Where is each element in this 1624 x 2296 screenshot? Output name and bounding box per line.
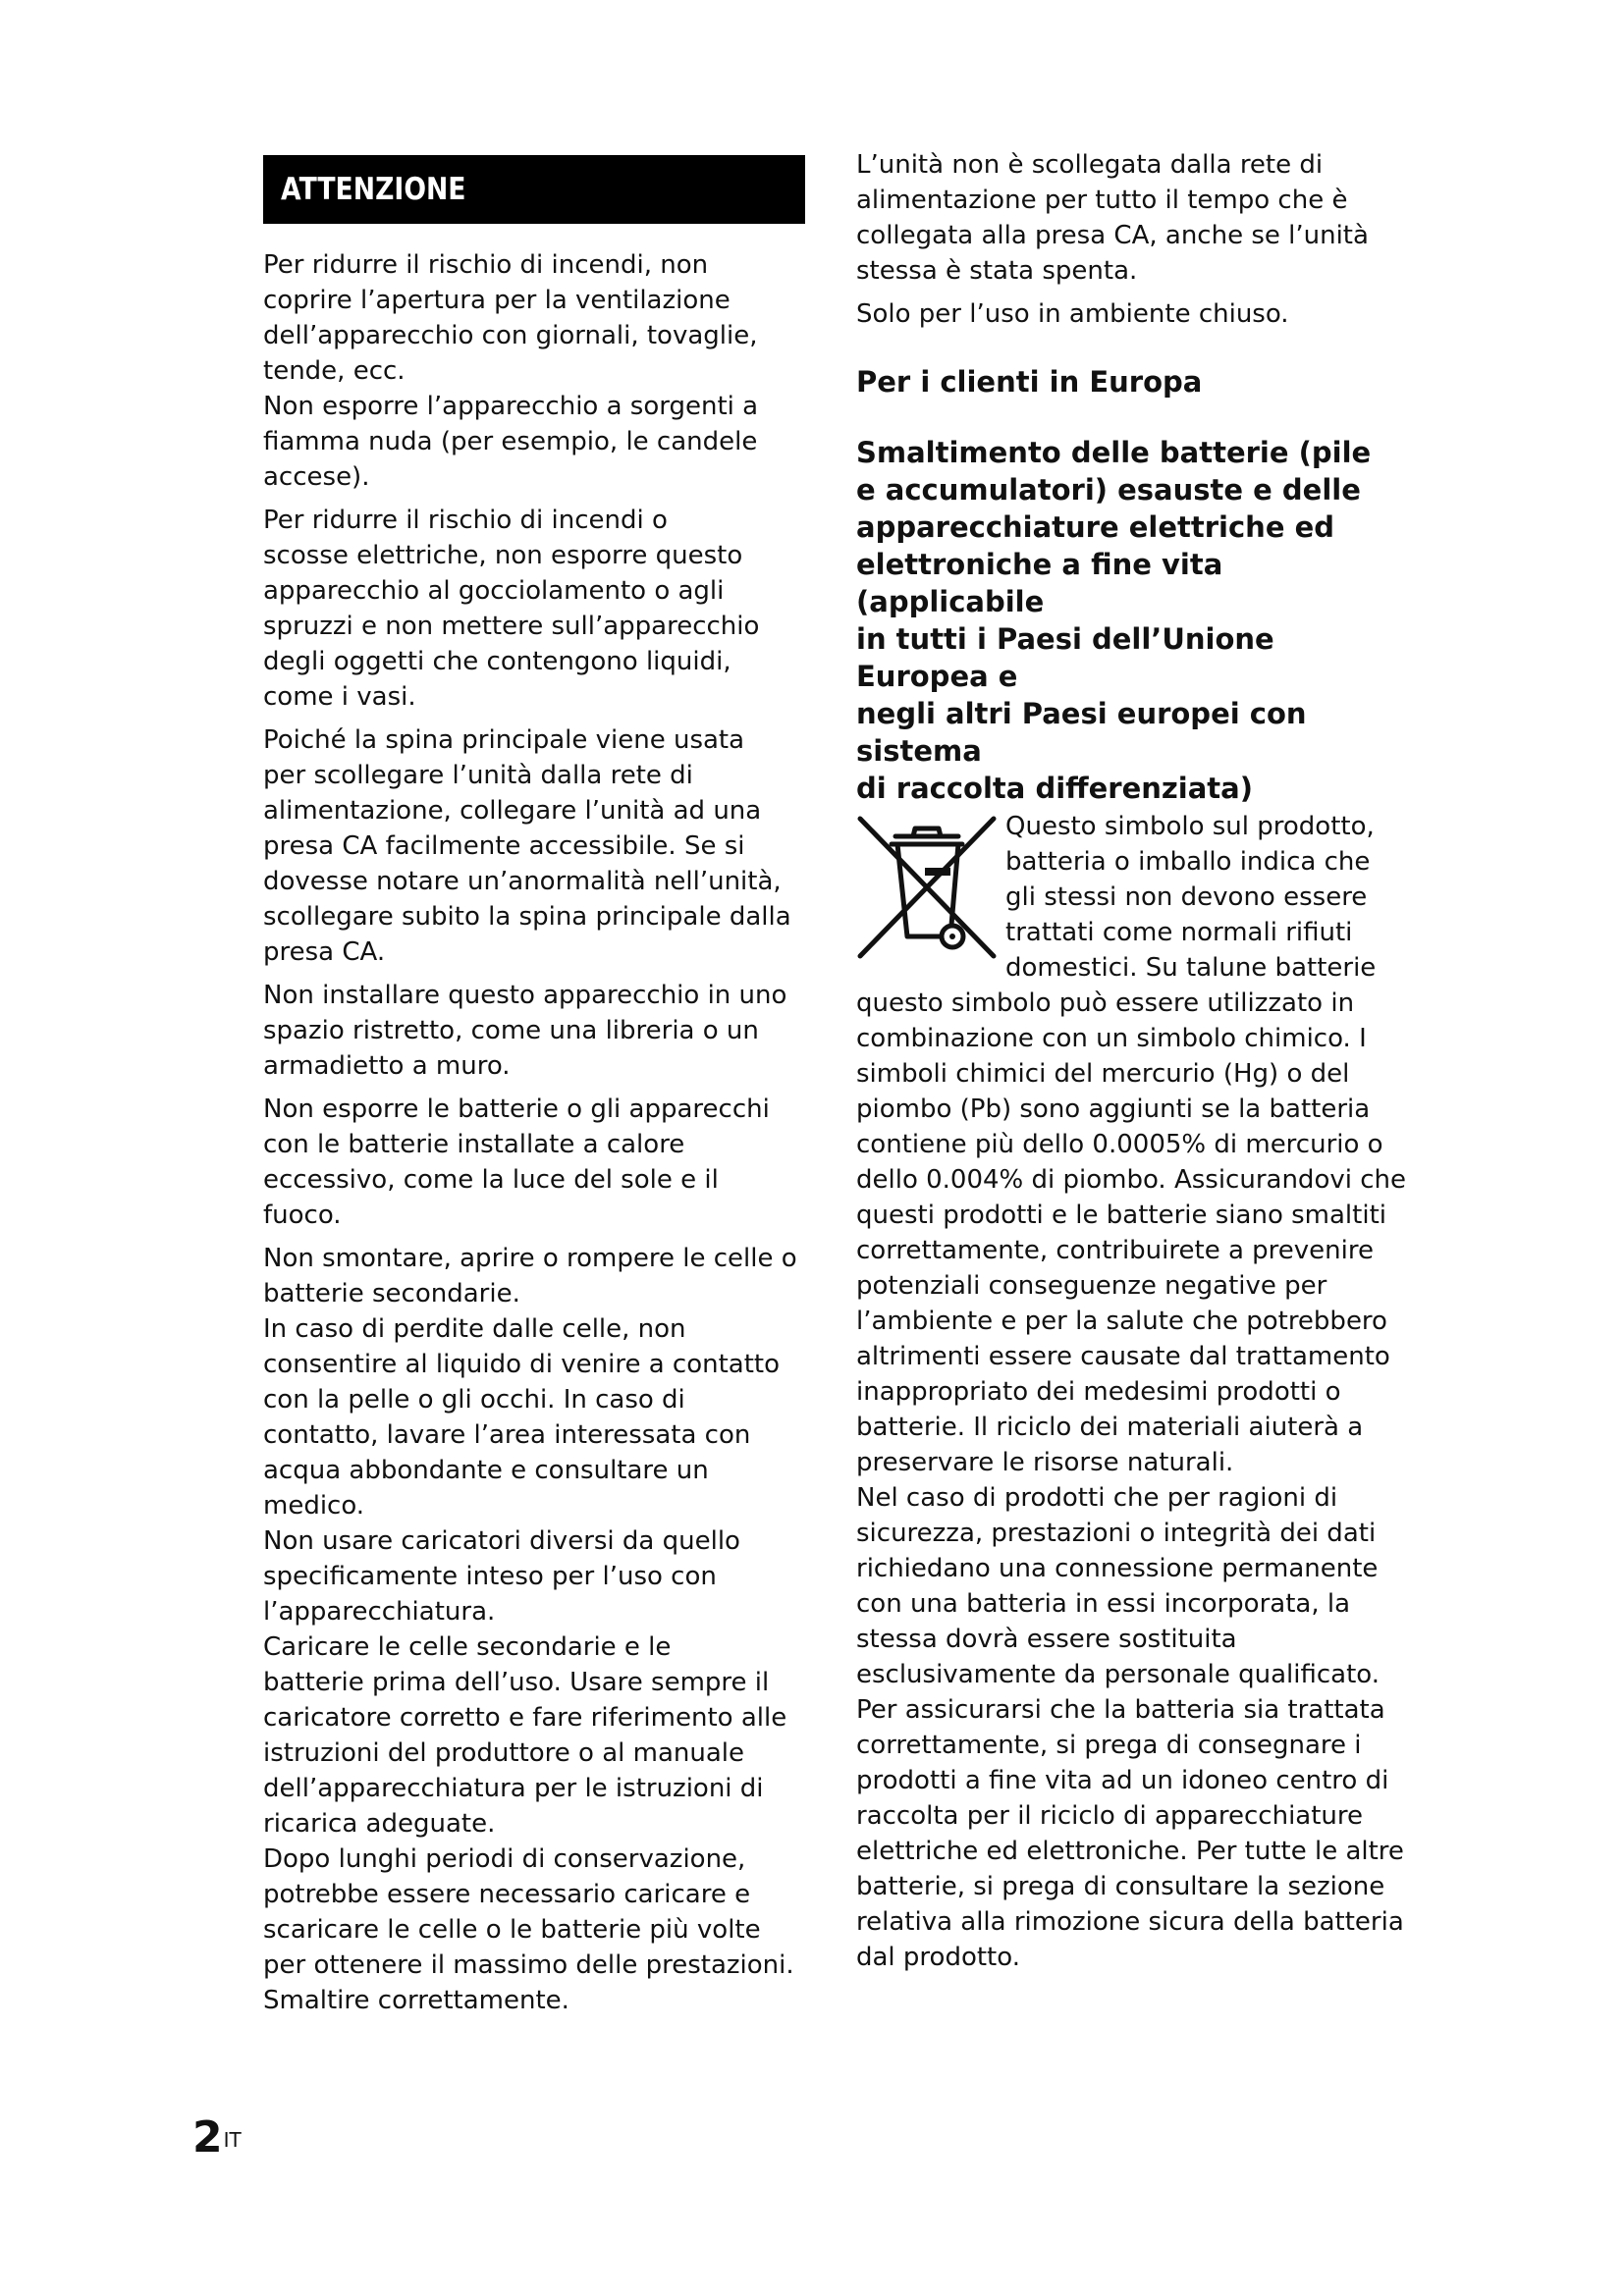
paragraph-indoor-use: Solo per l’uso in ambiente chiuso. xyxy=(856,299,1289,329)
disposal-text: Questo simbolo sul prodotto, batteria o imballo indica che gli stessi non devono essere trattati come normali rifiuti domestici. Su talune batterie questo simbolo può essere utilizzato in combinazione con un simbolo chimico. I simboli chimici del mercurio (Hg) o del piombo (Pb) sono aggiunti se la batteria contiene più dello 0.0005% di mercurio o dello 0.004% di piombo. Assicurandovi che questi prodotti e le batterie siano smaltiti correttamente, contribuirete a prevenire potenziali conseguenze negative per l’ambiente e per la salute che potrebbero altrimenti essere causate dal trattamento inappropriato dei medesimi prodotti o batterie. Il riciclo dei materiali aiuterà a preservare le risorse naturali. Nel caso di prodotti che per ragioni di sicurezza, prestazioni o integrità dei dati richiedano una connessione permanente con una batteria in essi incorporata, la stessa dovrà essere sostituita esclusivamente da personale qualificato. Per assicurarsi che la batteria sia trattata correttamente, si prega di consegnare i prodotti a fine vita ad un idoneo centro di raccolta per il riciclo di apparecchiature elettriche ed elettroniche. Per tutte le altre batterie, si prega di consultare la sezione relativa alla rimozione sicura della batteria dal prodotto. xyxy=(856,812,1406,1972)
europe-customers-heading: Per i clienti in Europa xyxy=(856,365,1203,399)
disposal-section xyxy=(856,809,1406,1975)
page-number-value: 2 xyxy=(192,2112,223,2163)
language-code: IT xyxy=(223,2128,242,2152)
paragraph-confined-space: Non installare questo apparecchio in uno spazio ristretto, come una libreria o un armadietto a muro. xyxy=(263,981,787,1081)
right-column xyxy=(856,147,1406,1975)
paragraph-fire-ventilation: Per ridurre il rischio di incendi, non coprire l’apertura per la ventilazione dell’apparecchio con giornali, tovaglie, tende, ecc. Non esporre l’apparecchio a sorgenti a fiamma nuda (per esempio, le candele accese). xyxy=(263,250,759,492)
warning-heading-bar xyxy=(263,155,805,224)
paragraph-battery-heat: Non esporre le batterie o gli apparecchi con le batterie installate a calore eccessivo, come la luce del sole e il fuoco. xyxy=(263,1095,770,1230)
left-column xyxy=(263,155,805,2018)
warning-heading: ATTENZIONE xyxy=(281,172,466,207)
paragraph-electric-shock: Per ridurre il rischio di incendi o scosse elettriche, non esporre questo apparecchio al gocciolamento o agli spruzzi e non mettere sull’apparecchio degli oggetti che contengono liquidi, come i vasi. xyxy=(263,506,760,712)
paragraph-main-plug: Poiché la spina principale viene usata per scollegare l’unità dalla rete di alimentazione, collegare l’unità ad una presa CA facilmente accessibile. Se si dovesse notare un’anormalità nell’unità, scollegare subito la spina principale dalla presa CA. xyxy=(263,725,791,967)
disposal-heading: Smaltimento delle batterie (pile e accumulatori) esauste e delle apparecchiature elettriche ed elettroniche a fine vita (applicabile in tutti i Paesi dell’Unione Europea e negli altri Paesi europei con sistema di raccolta differenziata) xyxy=(856,436,1372,805)
page-number xyxy=(192,2112,242,2163)
paragraph-battery-handling: Non smontare, aprire o rompere le celle o batterie secondarie. In caso di perdite dalle celle, non consentire al liquido di venire a contatto con la pelle o gli occhi. In caso di contatto, lavare l’area interessata con acqua abbondante e consultare un medico. Non usare caricatori diversi da quello specificamente inteso per l’uso con l’apparecchiatura. Caricare le celle secondarie e le batterie prima dell’uso. Usare sempre il caricatore corretto e fare riferimento alle istruzioni del produttore o al manuale dell’apparecchiatura per le istruzioni di ricarica adeguate. Dopo lunghi periodi di conservazione, potrebbe essere necessario caricare e scaricare le celle o le batterie più volte per ottenere il massimo delle prestazioni. Smaltire correttamente. xyxy=(263,1244,797,2015)
crossed-out-wheeled-bin-icon xyxy=(852,811,1001,964)
paragraph-disconnection: L’unità non è scollegata dalla rete di alimentazione per tutto il tempo che è collegata alla presa CA, anche se l’unità stessa è stata spenta. xyxy=(856,150,1369,286)
